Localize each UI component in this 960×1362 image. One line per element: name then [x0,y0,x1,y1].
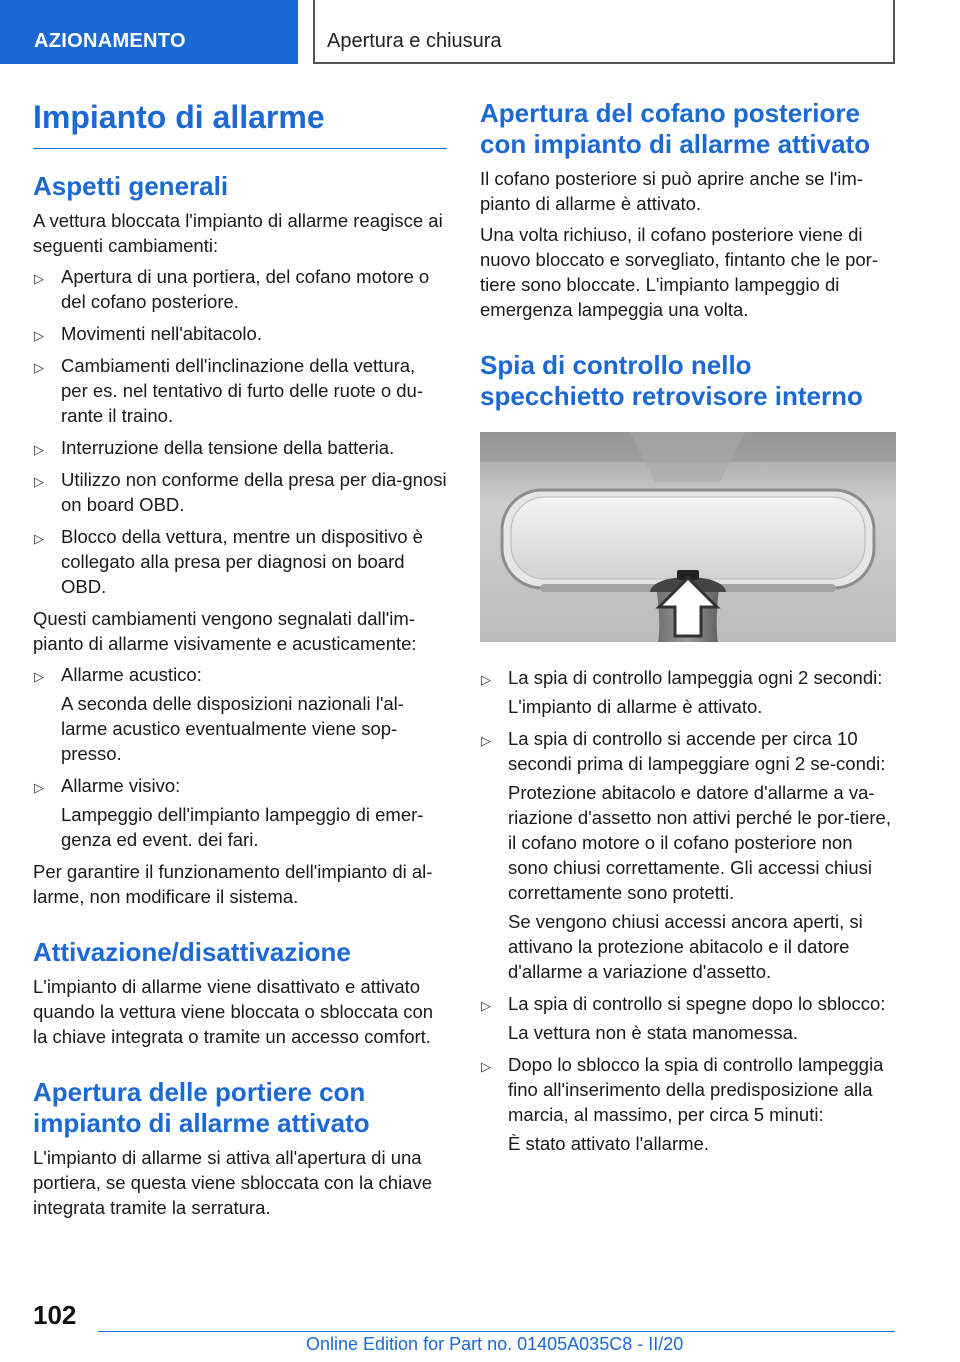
triangle-bullet-icon: ▷ [34,328,44,344]
list-item: ▷ Cambiamenti dell'inclinazione della vettura, per es. nel tentativo di furto delle ruote o du-rante il traino. [34,355,423,427]
triangle-bullet-icon: ▷ [34,360,44,376]
heading-tailgate: Apertura del cofano posteriore con impianto di allarme attivato [480,98,871,159]
system-note: Per garantire il funzionamento dell'impianto di al-larme, non modificare il sistema. [33,861,433,908]
triangle-bullet-icon: ▷ [34,474,44,490]
right-column [480,98,896,1163]
edition-link[interactable]: Online Edition for Part no. 01405A035C8 - II/20 [306,1334,684,1354]
triangle-bullet-icon: ▷ [34,531,44,547]
list-item: ▷ La spia di controllo si accende per circa 10 secondi prima di lampeggiare ogni 2 se-condi: Protezione abitacolo e datore d'allarme a va-riazione d'assetto non attivi perché le por-tiere, il cofano motore o il cofano posteriore non sono chiusi correttamente. Gli accessi chiusi correttamente sono protetti. Se vengono chiusi accessi ancora aperti, si attivano la protezione abitacolo e il datore d'allarme a variazione d'assetto. [481,728,891,982]
triangle-bullet-icon: ▷ [481,672,491,687]
section-tab[interactable]: AZIONAMENTO [0,0,298,64]
list-item: ▷ La spia di controllo lampeggia ogni 2 secondi: L'impianto di allarme è attivato. [481,667,883,717]
signals-intro: Questi cambiamenti vengono segnalati dall'im-pianto di allarme visivamente e acusticamente: [33,608,417,655]
activation-text: L'impianto di allarme viene disattivato e attivato quando la vettura viene bloccata o sbloccata con la chiave integrata o tramite un accesso comfort. [33,976,434,1048]
tailgate-p1: Il cofano posteriore si può aprire anche se l'im-pianto di allarme è attivato. [480,168,863,214]
left-column [33,98,447,1226]
list-item: ▷ Allarme acustico: A seconda delle disposizioni nazionali l'al-larme acustico eventualmente viene sop-presso. [34,664,404,765]
triangle-bullet-icon: ▷ [481,998,491,1013]
triangle-bullet-icon: ▷ [34,271,44,287]
heading-activation: Attivazione/disattivazione [33,937,351,968]
list-item: ▷ Movimenti nell'abitacolo. [33,321,447,346]
general-intro: A vettura bloccata l'impianto di allarme reagisce ai seguenti cambiamenti: [33,210,443,257]
list-item: ▷ Allarme visivo: Lampeggio dell'impianto lampeggio di emer-genza ed event. dei fari. [34,775,424,851]
mirror-illustration [480,432,896,642]
tailgate-p2: Una volta richiuso, il cofano posteriore viene di nuovo bloccato e sorvegliato, fintanto che le por-tiere sono bloccate. L'impianto lampeggio di emergenza lampeggia una volta. [480,224,878,320]
list-item: ▷ Utilizzo non conforme della presa per dia-gnosi on board OBD. [34,469,447,516]
list-item: ▷ Dopo lo sblocco la spia di controllo lampeggia fino all'inserimento della predisposizione alla marcia, al massimo, per circa 5 minuti: È stato attivato l'allarme. [481,1054,884,1154]
signals-list [33,662,447,852]
triangle-bullet-icon: ▷ [481,733,491,748]
triangle-bullet-icon: ▷ [34,442,44,458]
page-number: 102 [33,1300,77,1330]
list-item: ▷ Blocco della vettura, mentre un dispositivo è collegato alla presa per diagnosi on board OBD. [34,526,423,598]
indicator-list [480,665,896,1156]
triangle-bullet-icon: ▷ [34,669,44,685]
triangle-bullet-icon: ▷ [481,1059,491,1074]
doors-text: L'impianto di allarme si attiva all'apertura di una portiera, se questa viene sbloccata con la chiave integrata tramite la serratura. [33,1147,433,1219]
page-title: Impianto di allarme [33,98,447,149]
list-item: ▷ Interruzione della tensione della batteria. [33,435,447,460]
changes-list [33,264,447,599]
heading-indicator: Spia di controllo nello specchietto retrovisore interno [480,350,863,411]
heading-doors: Apertura delle portiere con impianto di allarme attivato [33,1077,370,1139]
chapter-tab[interactable]: Apertura e chiusura [313,0,895,64]
list-item: ▷ La spia di controllo si spegne dopo lo sblocco: La vettura non è stata manomessa. [481,993,886,1043]
triangle-bullet-icon: ▷ [34,780,44,796]
list-item: ▷ Apertura di una portiera, del cofano motore o del cofano posteriore. [34,266,430,313]
heading-general: Aspetti generali [33,171,229,202]
footer-divider [98,1331,895,1332]
